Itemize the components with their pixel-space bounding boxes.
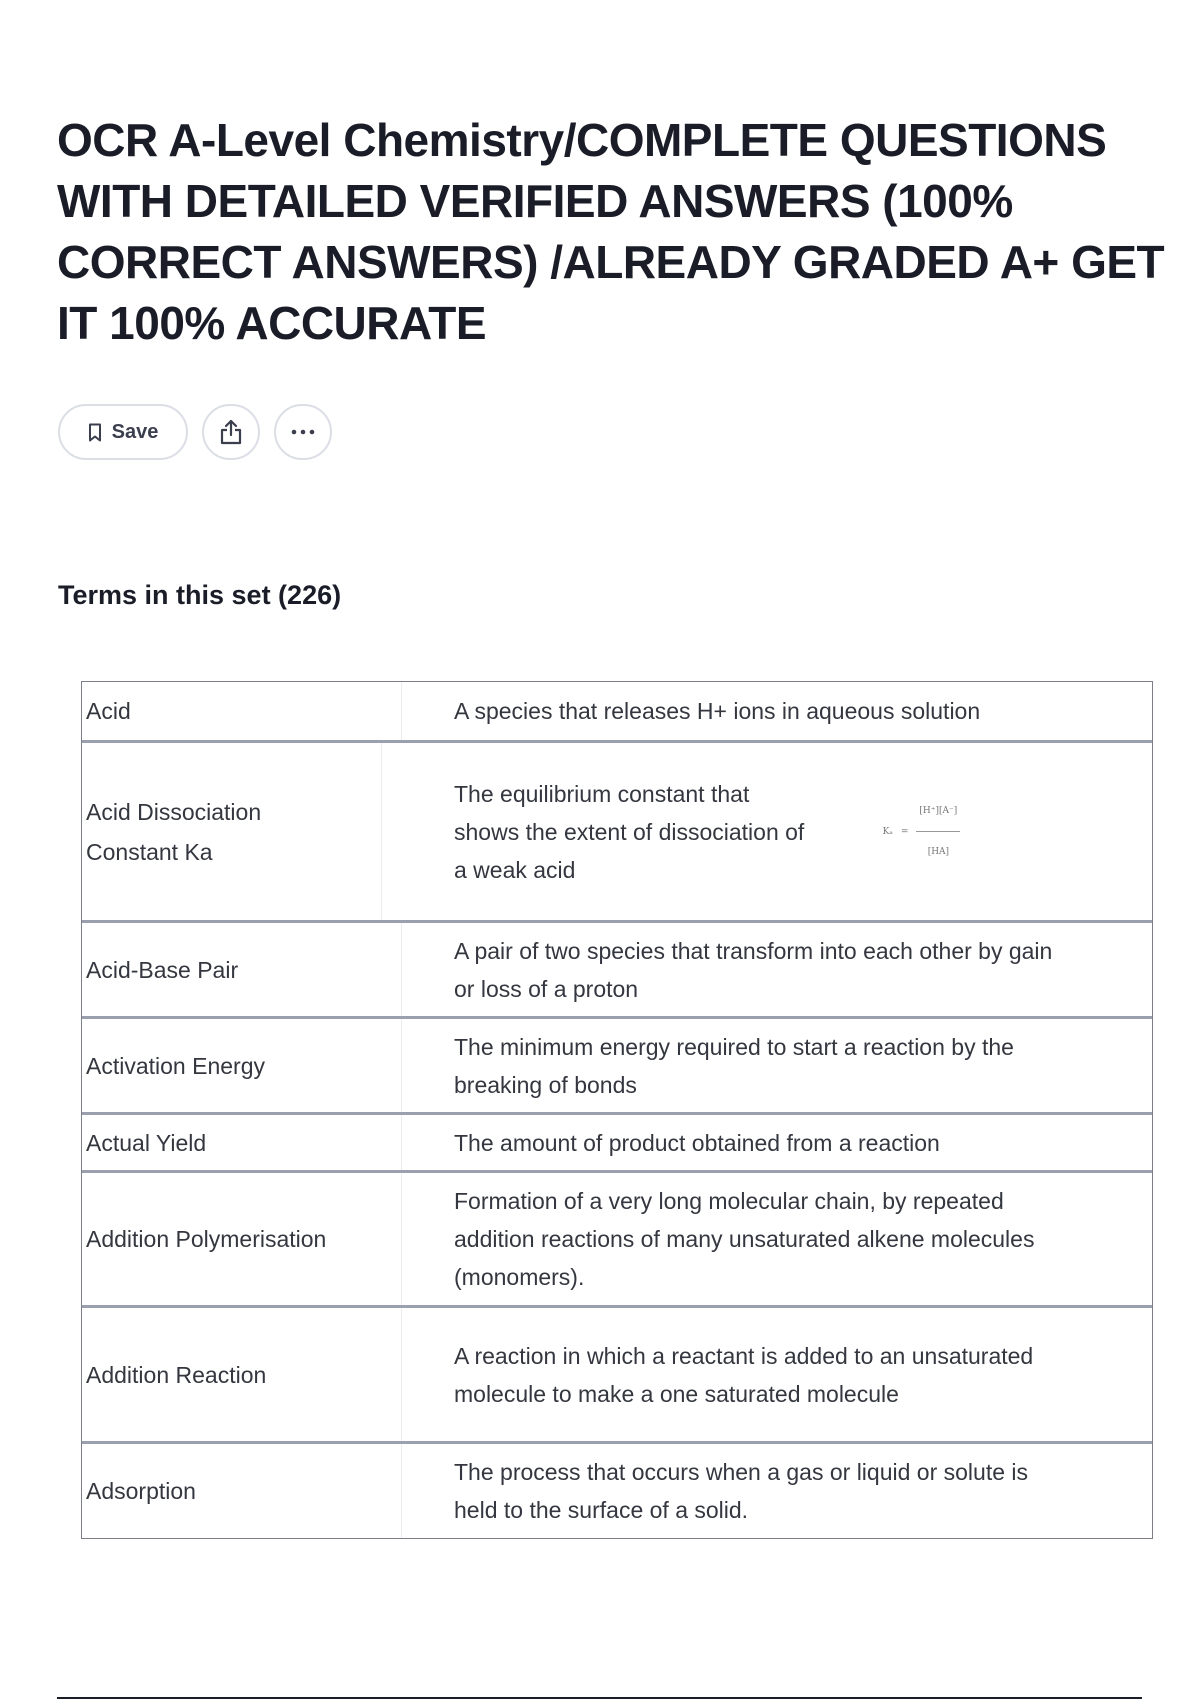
table-row bbox=[82, 682, 1152, 740]
share-button[interactable] bbox=[202, 404, 260, 460]
page-divider bbox=[57, 1697, 1142, 1699]
terms-table bbox=[81, 681, 1153, 1539]
definition-cell bbox=[402, 1019, 1152, 1112]
definition-cell bbox=[402, 1308, 1152, 1441]
term-cell: Actual Yield bbox=[82, 1115, 402, 1170]
table-row bbox=[82, 1305, 1152, 1441]
term-cell: Activation Energy bbox=[82, 1019, 402, 1112]
definition-text: The equilibrium constant that shows the extent of dissociation of a weak acid bbox=[454, 780, 805, 883]
definition-text: The process that occurs when a gas or liquid or solute is held to the surface of a solid. bbox=[454, 1459, 1029, 1523]
table-row bbox=[82, 920, 1152, 1016]
save-button[interactable] bbox=[58, 404, 188, 460]
more-options-button[interactable] bbox=[274, 404, 332, 460]
definition-text: A species that releases H+ ions in aqueous solution bbox=[454, 698, 981, 724]
definition-text: Formation of a very long molecular chain, by repeated addition reactions of many unsaturated alkene molecules (monomers). bbox=[454, 1188, 1035, 1290]
definition-text: A pair of two species that transform into each other by gain or loss of a proton bbox=[454, 937, 1053, 1002]
definition-text: The amount of product obtained from a reaction bbox=[454, 1129, 940, 1156]
term-cell: Acid-Base Pair bbox=[82, 923, 402, 1016]
save-label: Save bbox=[111, 420, 159, 443]
term-cell: Acid bbox=[82, 682, 402, 740]
table-row bbox=[82, 1112, 1152, 1170]
formula-equals: = bbox=[900, 826, 909, 837]
formula-numerator: [H⁺][A⁻] bbox=[916, 792, 960, 832]
table-row bbox=[82, 1170, 1152, 1305]
ka-formula-image bbox=[834, 759, 1009, 904]
definition-text: The minimum energy required to start a reaction by the breaking of bonds bbox=[454, 1033, 1014, 1098]
term-cell: Acid Dissociation Constant Ka bbox=[82, 743, 382, 920]
term-cell: Adsorption bbox=[82, 1444, 402, 1538]
action-bar bbox=[58, 404, 332, 460]
table-row bbox=[82, 1016, 1152, 1112]
more-icon bbox=[290, 429, 316, 435]
page-title: OCR A-Level Chemistry/COMPLETE QUESTIONS WITH DETAILED VERIFIED ANSWERS (100% CORRECT ANSWERS) /ALREADY GRADED A+ GET IT 100% ACCURATE bbox=[57, 114, 1165, 349]
definition-cell bbox=[402, 1115, 1152, 1170]
definition-cell bbox=[382, 743, 1152, 920]
definition-cell bbox=[402, 923, 1152, 1016]
definition-cell bbox=[402, 1173, 1152, 1305]
term-cell: Addition Polymerisation bbox=[82, 1173, 402, 1305]
definition-text: A reaction in which a reactant is added to an unsaturated molecule to make a one saturated molecule bbox=[454, 1342, 1034, 1407]
definition-cell bbox=[402, 1444, 1152, 1538]
terms-heading: Terms in this set (226) bbox=[58, 580, 342, 610]
share-icon bbox=[219, 418, 243, 446]
table-row bbox=[82, 740, 1152, 920]
term-cell: Addition Reaction bbox=[82, 1308, 402, 1441]
definition-cell bbox=[402, 682, 1152, 740]
table-row bbox=[82, 1441, 1152, 1538]
formula-fraction bbox=[916, 792, 960, 871]
formula-lhs: Kₐ bbox=[882, 826, 893, 837]
bookmark-icon bbox=[88, 423, 102, 442]
formula-denominator: [HA] bbox=[927, 847, 950, 857]
